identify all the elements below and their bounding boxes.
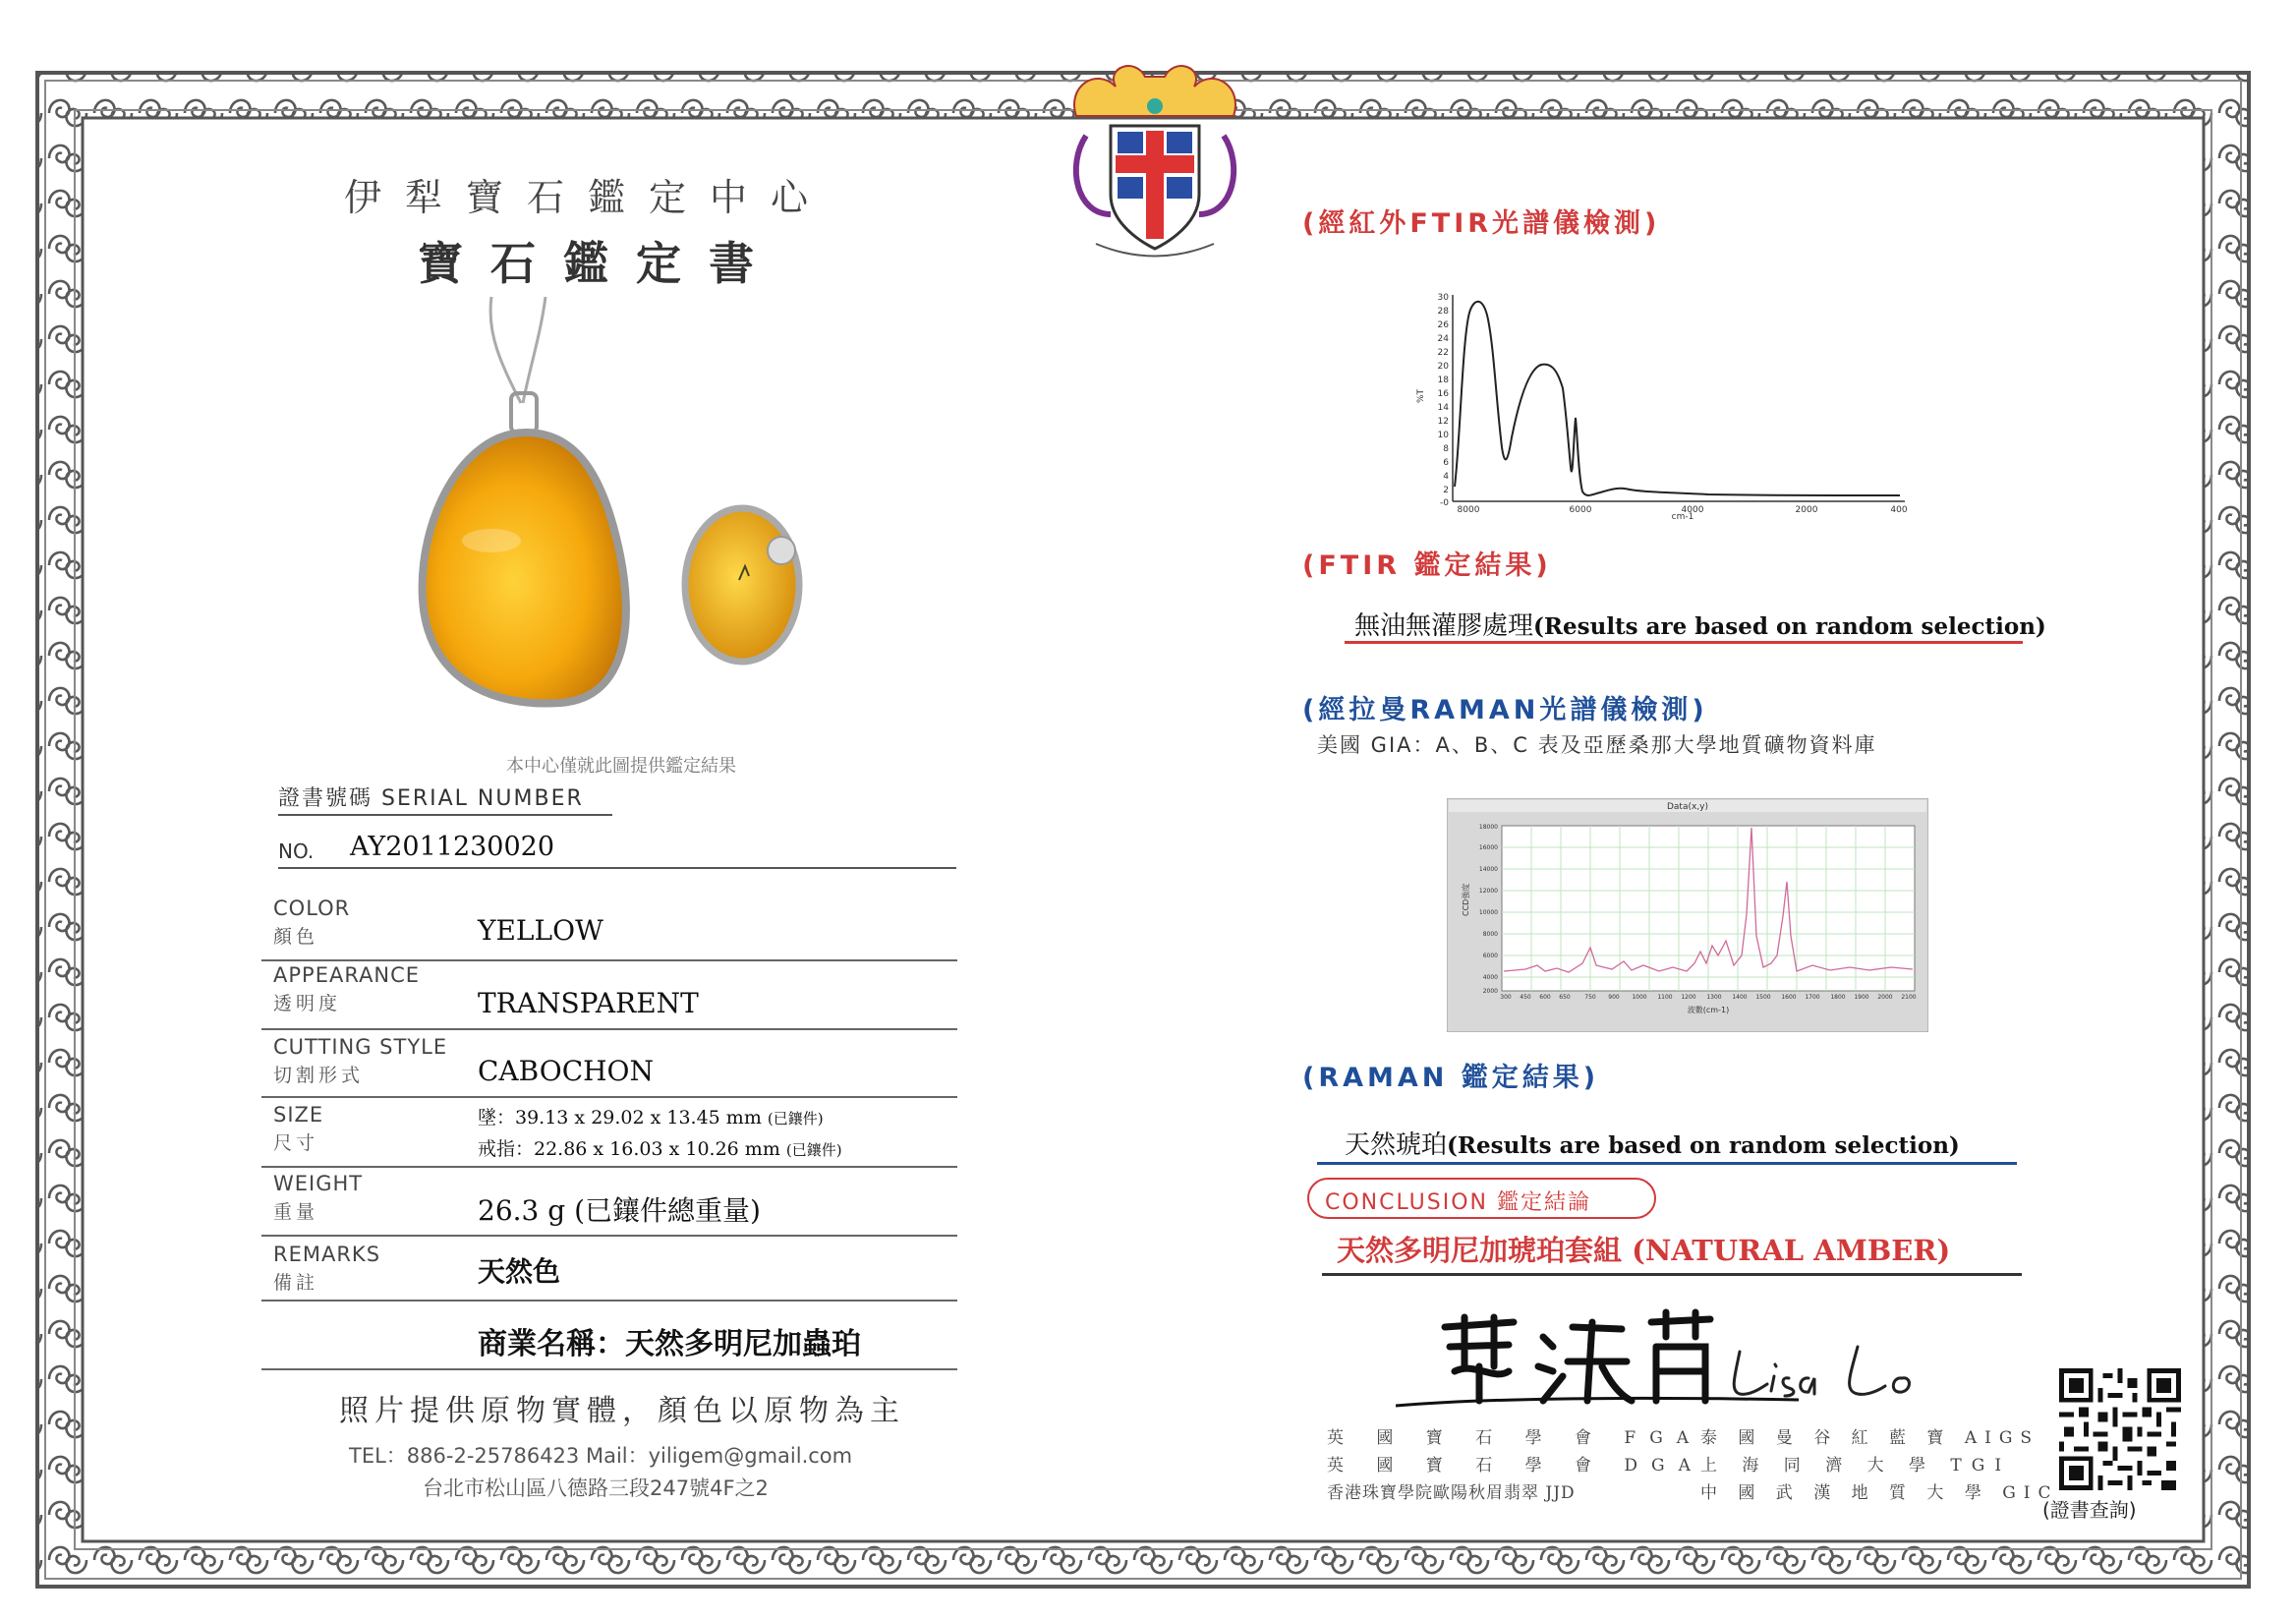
svg-text:8000: 8000	[1457, 505, 1480, 515]
field-row-appearance	[261, 963, 957, 1030]
svg-text:cm-1: cm-1	[1671, 512, 1694, 521]
field-label-zh: 顏色	[273, 926, 319, 948]
ftir-result: 無油無灌膠處理(Results are based on random selection)	[1354, 611, 2046, 641]
svg-text:6: 6	[1443, 458, 1449, 468]
ftir-heading: (經紅外FTIR光譜儀檢測)	[1302, 208, 1661, 239]
field-label-zh: 透明度	[273, 993, 342, 1014]
svg-text:1700: 1700	[1805, 994, 1820, 1001]
address: 台北市松山區八德路三段247號4F之2	[423, 1476, 769, 1500]
svg-text:1800: 1800	[1830, 994, 1846, 1001]
field-label-zh: 切割形式	[273, 1065, 365, 1086]
svg-text:1900: 1900	[1854, 994, 1869, 1001]
svg-text:1200: 1200	[1681, 994, 1696, 1001]
svg-text:波數(cm-1): 波數(cm-1)	[1687, 1006, 1730, 1014]
field-row-cutting-style	[261, 1035, 957, 1098]
field-label-zh: 備註	[273, 1272, 319, 1294]
svg-text:16: 16	[1437, 389, 1449, 399]
svg-text:CCD強度: CCD強度	[1462, 883, 1470, 916]
svg-text:2000: 2000	[1877, 994, 1893, 1001]
field-label-en: REMARKS	[273, 1243, 381, 1266]
qualification: 香港珠寶學院歐陽秋眉翡翠 JJD	[1327, 1483, 1576, 1503]
serial-number-value: AY2011230020	[350, 832, 555, 862]
svg-text:1100: 1100	[1657, 994, 1673, 1001]
svg-text:650: 650	[1559, 994, 1571, 1001]
svg-text:22: 22	[1437, 348, 1449, 358]
svg-text:450: 450	[1520, 994, 1531, 1001]
svg-text:1600: 1600	[1781, 994, 1797, 1001]
necklace-chain	[490, 297, 521, 403]
svg-text:Data(x,y): Data(x,y)	[1666, 802, 1709, 812]
svg-text:8: 8	[1443, 444, 1449, 454]
field-label-en: COLOR	[273, 897, 351, 920]
size-ring: 戒指：22.86 x 16.03 x 10.26 mm (已鑲件)	[478, 1138, 842, 1160]
raman-result-underline	[1317, 1162, 2017, 1165]
qualification: 上 海 同 濟 大 學 TGI	[1700, 1456, 2012, 1475]
photo-caption: 本中心僅就此圖提供鑑定結果	[506, 756, 736, 777]
svg-text:16000: 16000	[1478, 844, 1498, 851]
svg-text:14000: 14000	[1478, 866, 1498, 873]
field-row-remarks	[261, 1243, 957, 1302]
raman-spectrum-chart	[1447, 798, 1928, 1032]
svg-text:600: 600	[1539, 994, 1551, 1001]
field-row-weight	[261, 1172, 957, 1237]
field-row-size	[261, 1103, 957, 1168]
qualification: 英 國 寶 石 學 會 FGA	[1327, 1428, 1703, 1448]
svg-text:30: 30	[1437, 293, 1449, 303]
svg-text:4: 4	[1443, 472, 1449, 482]
field-label-en: WEIGHT	[273, 1172, 364, 1195]
svg-text:24: 24	[1437, 334, 1449, 344]
trade-name: 商業名稱：天然多明尼加蟲珀	[478, 1327, 861, 1361]
svg-text:1400: 1400	[1732, 994, 1748, 1001]
field-label-en: SIZE	[273, 1103, 324, 1127]
signature	[1396, 1307, 1966, 1416]
contact-line: TEL：886-2-25786423 Mail：yiligem@gmail.com	[349, 1444, 853, 1468]
center-name: 伊犁寶石鑑定中心	[344, 176, 832, 219]
photo-note: 照片提供原物實體，顏色以原物為主	[339, 1394, 905, 1428]
field-label-en: APPEARANCE	[273, 963, 421, 987]
gem-photo	[393, 295, 826, 737]
svg-text:2: 2	[1443, 486, 1449, 495]
svg-text:750: 750	[1584, 994, 1596, 1001]
field-value: 26.3 g (已鑲件總重量)	[478, 1194, 761, 1227]
svg-text:1000: 1000	[1632, 994, 1647, 1001]
crest-emblem	[1057, 47, 1253, 273]
field-value: CABOCHON	[478, 1055, 654, 1087]
svg-text:10: 10	[1437, 431, 1449, 440]
svg-text:14: 14	[1437, 403, 1449, 413]
field-value: TRANSPARENT	[478, 987, 699, 1019]
ftir-result-heading: (FTIR 鑑定結果)	[1302, 550, 1552, 581]
svg-text:6000: 6000	[1569, 505, 1592, 515]
qualification: 泰 國 曼 谷 紅 藍 寶 AIGS	[1700, 1428, 2040, 1448]
svg-text:900: 900	[1608, 994, 1620, 1001]
svg-text:2000: 2000	[1482, 988, 1498, 995]
svg-text:-0: -0	[1440, 498, 1449, 508]
svg-text:8000: 8000	[1482, 931, 1498, 938]
svg-text:18: 18	[1437, 376, 1449, 385]
field-label-zh: 重量	[273, 1201, 319, 1223]
trade-name-row	[261, 1307, 957, 1370]
field-label-en: CUTTING STYLE	[273, 1035, 448, 1059]
field-row-color	[261, 897, 957, 961]
serial-number-label: 證書號碼 SERIAL NUMBER	[278, 781, 612, 816]
ftir-result-underline	[1345, 641, 2023, 644]
pendant-amber	[423, 433, 626, 704]
svg-text:28: 28	[1437, 307, 1449, 317]
serial-number-row	[278, 834, 956, 869]
svg-text:2000: 2000	[1795, 505, 1818, 515]
field-value: YELLOW	[478, 914, 603, 947]
field-value: 天然色	[478, 1255, 561, 1288]
qr-code[interactable]	[2059, 1368, 2181, 1490]
size-pendant: 墜：39.13 x 29.02 x 13.45 mm (已鑲件)	[478, 1107, 824, 1128]
svg-text:4000: 4000	[1482, 974, 1498, 981]
svg-text:1500: 1500	[1755, 994, 1771, 1001]
svg-text:12000: 12000	[1478, 888, 1498, 895]
qualification: 英 國 寶 石 學 會 DGA	[1327, 1456, 1704, 1475]
conclusion-text: 天然多明尼加琥珀套組 (NATURAL AMBER)	[1337, 1234, 1951, 1267]
svg-text:400: 400	[1890, 505, 1908, 515]
svg-text:300: 300	[1500, 994, 1512, 1001]
svg-text:2100: 2100	[1901, 994, 1917, 1001]
svg-text:18000: 18000	[1478, 824, 1498, 831]
certificate-title: 寶石鑑定書	[418, 237, 781, 290]
svg-text:4000: 4000	[1681, 505, 1704, 515]
raman-database: 美國 GIA：A、B、C 表及亞歷桑那大學地質礦物資料庫	[1317, 733, 1877, 757]
qr-caption: (證書查詢)	[2042, 1498, 2137, 1522]
svg-text:10000: 10000	[1478, 909, 1498, 916]
svg-text:26: 26	[1437, 320, 1449, 330]
serial-no-label: NO.	[278, 839, 315, 863]
qualification: 中 國 武 漢 地 質 大 學 GIC	[1700, 1483, 2059, 1503]
ftir-spectrum-chart	[1413, 290, 1915, 521]
svg-text:12: 12	[1437, 417, 1449, 427]
raman-result-heading: (RAMAN 鑑定結果)	[1302, 1063, 1600, 1093]
svg-text:1300: 1300	[1706, 994, 1722, 1001]
raman-heading: (經拉曼RAMAN光譜儀檢測)	[1302, 695, 1708, 725]
svg-text:20: 20	[1437, 362, 1449, 372]
raman-result: 天然琥珀(Results are based on random selection)	[1345, 1130, 1960, 1160]
conclusion-underline	[1322, 1273, 2022, 1276]
conclusion-label: CONCLUSION 鑑定結論	[1307, 1178, 1656, 1219]
svg-text:%T: %T	[1416, 388, 1426, 403]
svg-text:6000: 6000	[1482, 953, 1498, 959]
ring-amber	[685, 508, 799, 662]
field-label-zh: 尺寸	[273, 1132, 319, 1154]
